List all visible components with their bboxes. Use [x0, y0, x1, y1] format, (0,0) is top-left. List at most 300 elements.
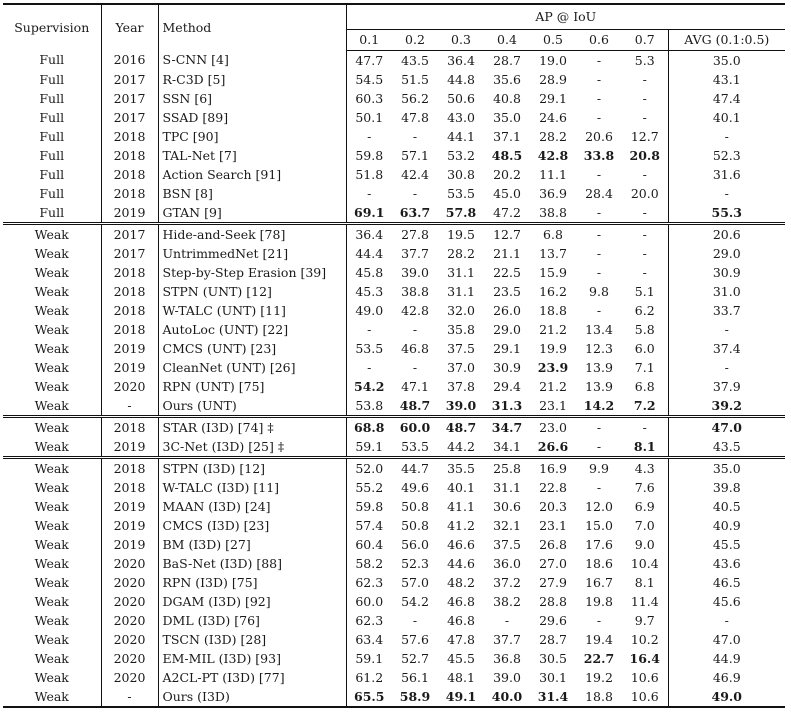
- cell-ap-iou-0-4: 37.1: [493, 128, 521, 144]
- cell-ap-iou-0-3: 50.6: [447, 90, 475, 106]
- table-row: [3, 554, 785, 573]
- cell-ap-iou-0-4: 40.8: [493, 90, 521, 106]
- best-value: 48.5: [491, 147, 523, 163]
- cell-avg: 33.7: [668, 301, 785, 320]
- cell-ap-iou-0-5: 6.8: [530, 224, 576, 245]
- cell-avg: 43.5: [668, 437, 785, 458]
- best-value: 58.9: [399, 688, 431, 704]
- cell-supervision: Weak: [34, 378, 69, 394]
- cell-method: 3C-Net (I3D) [25] ‡: [158, 437, 346, 458]
- cell-ap-iou-0-4: [484, 417, 530, 438]
- cell-supervision: Weak: [34, 688, 69, 704]
- cell-ap-iou-0-6: 9.8: [589, 283, 609, 299]
- cell-ap-iou-0-3: 30.8: [447, 166, 475, 182]
- cell-ap-iou-0-6: 19.2: [585, 669, 613, 685]
- cell-avg: 40.9: [668, 516, 785, 535]
- cell-ap-iou-0-4: 36.0: [493, 555, 521, 571]
- cell-ap-iou-0-4: 21.1: [493, 245, 521, 261]
- cell-ap-iou-0-4: 22.5: [493, 264, 521, 280]
- cell-ap-iou-0-4: 36.8: [493, 650, 521, 666]
- cell-method: TAL-Net [7]: [158, 146, 346, 165]
- cell-ap-iou-0-7: 6.2: [634, 302, 655, 318]
- cell-ap-iou-0-4: 28.7: [493, 52, 521, 68]
- table-row: [3, 282, 785, 301]
- cell-year: 2018: [101, 146, 158, 165]
- cell-ap-iou-0-7: [622, 437, 668, 458]
- cell-year: 2017: [101, 70, 158, 89]
- cell-ap-iou-0-2: 37.7: [401, 245, 429, 261]
- cell-avg: [668, 203, 785, 224]
- best-value: 60.0: [399, 419, 431, 435]
- cell-avg: 47.0: [668, 630, 785, 649]
- results-table: [3, 3, 785, 708]
- cell-year: 2019: [101, 516, 158, 535]
- cell-ap-iou-0-4: 23.5: [493, 283, 521, 299]
- cell-supervision: Weak: [34, 340, 69, 356]
- cell-avg: 46.9: [668, 668, 785, 687]
- cell-year: 2020: [101, 611, 158, 630]
- cell-ap-iou-0-4: 39.0: [493, 669, 521, 685]
- cell-avg: 44.9: [668, 649, 785, 668]
- cell-ap-iou-0-7: 5.3: [634, 52, 655, 68]
- cell-ap-iou-0-5: 22.8: [539, 479, 567, 495]
- cell-ap-iou-0-1: -: [346, 127, 392, 146]
- cell-year: 2017: [101, 89, 158, 108]
- cell-year: 2020: [101, 554, 158, 573]
- cell-ap-iou-0-1: -: [346, 320, 392, 339]
- cell-avg: -: [668, 184, 785, 203]
- cell-ap-iou-0-7: 8.1: [634, 574, 655, 590]
- cell-method: MAAN (I3D) [24]: [158, 497, 346, 516]
- table-body: [3, 51, 785, 708]
- cell-method: S-CNN [4]: [158, 51, 346, 71]
- header-iou-0-5: 0.5: [530, 30, 576, 51]
- cell-method: TPC [90]: [158, 127, 346, 146]
- cell-ap-iou-0-5: 18.8: [539, 302, 567, 318]
- cell-ap-iou-0-7: 7.1: [634, 359, 655, 375]
- cell-year: -: [101, 396, 158, 417]
- cell-ap-iou-0-5: 19.0: [539, 52, 567, 68]
- cell-ap-iou-0-1: 45.3: [346, 282, 392, 301]
- best-value: 23.9: [537, 359, 569, 375]
- cell-year: 2018: [101, 263, 158, 282]
- cell-year: 2019: [101, 203, 158, 224]
- cell-ap-iou-0-6: -: [596, 204, 602, 220]
- cell-method: A2CL-PT (I3D) [77]: [158, 668, 346, 687]
- cell-avg: 30.9: [668, 263, 785, 282]
- cell-ap-iou-0-6: 19.4: [585, 631, 613, 647]
- header-method: Method: [158, 4, 346, 51]
- cell-avg: 20.6: [668, 224, 785, 245]
- cell-ap-iou-0-7: -: [622, 417, 668, 438]
- cell-supervision: Weak: [34, 438, 69, 454]
- cell-ap-iou-0-4: 31.1: [493, 479, 521, 495]
- cell-ap-iou-0-3: 19.5: [438, 224, 484, 245]
- cell-supervision: Weak: [3, 458, 101, 479]
- cell-ap-iou-0-6: 12.3: [585, 340, 613, 356]
- header-iou-0-1: 0.1: [346, 30, 392, 51]
- cell-ap-iou-0-2: 46.8: [401, 340, 429, 356]
- cell-supervision: Weak: [34, 397, 69, 413]
- cell-ap-iou-0-6: -: [596, 479, 602, 495]
- cell-avg: 43.6: [668, 554, 785, 573]
- cell-ap-iou-0-4: 29.0: [493, 321, 521, 337]
- cell-method: STPN (I3D) [12]: [158, 458, 346, 479]
- cell-ap-iou-0-1: 63.4: [346, 630, 392, 649]
- header-iou-0-3: 0.3: [438, 30, 484, 51]
- cell-ap-iou-0-2: -: [412, 359, 418, 375]
- cell-method: AutoLoc (UNT) [22]: [158, 320, 346, 339]
- cell-method: SSAD [89]: [158, 108, 346, 127]
- cell-ap-iou-0-5: [530, 687, 576, 707]
- cell-method: Ours (I3D): [158, 687, 346, 707]
- cell-ap-iou-0-1: [346, 687, 392, 707]
- cell-avg: 31.0: [668, 282, 785, 301]
- cell-ap-iou-0-2: 53.5: [401, 438, 429, 454]
- cell-ap-iou-0-3: [438, 417, 484, 438]
- cell-ap-iou-0-2: 42.8: [401, 302, 429, 318]
- cell-ap-iou-0-5: 16.9: [530, 458, 576, 479]
- cell-ap-iou-0-2: 57.6: [401, 631, 429, 647]
- cell-ap-iou-0-3: 46.6: [447, 536, 475, 552]
- cell-supervision: Weak: [34, 536, 69, 552]
- cell-ap-iou-0-5: 28.8: [539, 593, 567, 609]
- cell-supervision: Weak: [34, 283, 69, 299]
- cell-ap-iou-0-6: 20.6: [585, 128, 613, 144]
- cell-ap-iou-0-7: 6.0: [634, 340, 655, 356]
- cell-avg: 43.1: [668, 70, 785, 89]
- cell-supervision: Weak: [34, 593, 69, 609]
- cell-method: Hide-and-Seek [78]: [158, 224, 346, 245]
- cell-ap-iou-0-7: 11.4: [630, 593, 659, 609]
- cell-method: Ours (UNT): [158, 396, 346, 417]
- cell-avg: 40.1: [668, 108, 785, 127]
- cell-supervision: Weak: [34, 302, 69, 318]
- cell-ap-iou-0-1: 52.0: [346, 458, 392, 479]
- cell-ap-iou-0-6: 18.8: [585, 688, 613, 704]
- cell-ap-iou-0-1: [346, 417, 392, 438]
- cell-ap-iou-0-1: 62.3: [346, 573, 392, 592]
- cell-ap-iou-0-4: 35.6: [493, 71, 521, 87]
- cell-year: 2020: [101, 630, 158, 649]
- cell-ap-iou-0-7: -: [642, 166, 647, 182]
- cell-ap-iou-0-2: 50.8: [401, 498, 429, 514]
- best-value: 39.0: [445, 397, 477, 413]
- header-iou-0-4: 0.4: [484, 30, 530, 51]
- best-value: 48.7: [399, 397, 431, 413]
- table-row: [3, 127, 785, 146]
- cell-year: 2016: [101, 51, 158, 71]
- cell-ap-iou-0-5: 24.6: [539, 109, 567, 125]
- cell-ap-iou-0-7: 10.6: [630, 669, 659, 685]
- cell-year: 2018: [101, 301, 158, 320]
- cell-ap-iou-0-3: 32.0: [447, 302, 475, 318]
- cell-ap-iou-0-3: 44.1: [447, 128, 475, 144]
- cell-ap-iou-0-7: [622, 146, 668, 165]
- cell-ap-iou-0-3: 47.8: [447, 631, 475, 647]
- best-value: 40.0: [491, 688, 523, 704]
- cell-ap-iou-0-6: [576, 146, 622, 165]
- cell-ap-iou-0-6: 28.4: [585, 185, 613, 201]
- cell-year: -: [101, 687, 158, 707]
- cell-avg: [668, 417, 785, 438]
- cell-ap-iou-0-2: -: [412, 612, 418, 628]
- table-row: [3, 146, 785, 165]
- table-row: [3, 687, 785, 707]
- cell-ap-iou-0-5: 28.9: [539, 71, 567, 87]
- cell-ap-iou-0-6: 16.7: [585, 574, 613, 590]
- cell-ap-iou-0-3: 48.1: [447, 669, 475, 685]
- cell-supervision: Weak: [34, 631, 69, 647]
- table-row: [3, 516, 785, 535]
- cell-ap-iou-0-2: 47.8: [401, 109, 429, 125]
- cell-ap-iou-0-3: 45.5: [447, 650, 475, 666]
- cell-supervision: Full: [39, 71, 65, 87]
- best-value: 7.2: [633, 397, 656, 413]
- cell-ap-iou-0-5: 23.0: [530, 417, 576, 438]
- cell-method: EM-MIL (I3D) [93]: [158, 649, 346, 668]
- cell-ap-iou-0-2: 50.8: [401, 517, 429, 533]
- best-value: 42.8: [537, 147, 569, 163]
- cell-ap-iou-0-6: -: [576, 224, 622, 245]
- table-row: [3, 70, 785, 89]
- cell-ap-iou-0-3: 40.1: [447, 479, 475, 495]
- table-row: [3, 89, 785, 108]
- cell-supervision: Weak: [34, 245, 69, 261]
- cell-ap-iou-0-4: 30.9: [493, 359, 521, 375]
- cell-method: CMCS (I3D) [23]: [158, 516, 346, 535]
- cell-ap-iou-0-6: -: [596, 438, 602, 454]
- cell-method: DGAM (I3D) [92]: [158, 592, 346, 611]
- cell-ap-iou-0-2: 42.4: [401, 166, 429, 182]
- cell-ap-iou-0-1: 61.2: [346, 668, 392, 687]
- cell-ap-iou-0-1: 60.3: [346, 89, 392, 108]
- cell-ap-iou-0-6: 18.6: [585, 555, 613, 571]
- cell-supervision: Weak: [34, 669, 69, 685]
- table-row: [3, 611, 785, 630]
- cell-ap-iou-0-7: 4.3: [622, 458, 668, 479]
- table-row: [3, 437, 785, 458]
- cell-ap-iou-0-2: [392, 203, 438, 224]
- cell-ap-iou-0-6: -: [596, 166, 602, 182]
- cell-ap-iou-0-7: 9.0: [634, 536, 655, 552]
- table-row: [3, 396, 785, 417]
- cell-ap-iou-0-3: 31.1: [447, 264, 475, 280]
- best-value: 54.2: [354, 378, 385, 394]
- cell-supervision: Full: [39, 166, 65, 182]
- cell-ap-iou-0-3: 37.8: [447, 378, 475, 394]
- header-supervision: Supervision: [14, 19, 90, 35]
- cell-avg: -: [668, 358, 785, 377]
- cell-ap-iou-0-5: 21.2: [539, 378, 567, 394]
- cell-avg: 40.5: [668, 497, 785, 516]
- cell-ap-iou-0-1: 57.4: [346, 516, 392, 535]
- cell-ap-iou-0-7: 7.6: [634, 479, 655, 495]
- cell-year: 2020: [101, 377, 158, 396]
- cell-ap-iou-0-4: -: [504, 612, 510, 628]
- table-row: [3, 458, 785, 479]
- cell-ap-iou-0-6: -: [596, 264, 602, 280]
- cell-ap-iou-0-5: 29.6: [539, 612, 567, 628]
- cell-ap-iou-0-2: 56.0: [401, 536, 429, 552]
- cell-ap-iou-0-3: 35.8: [447, 321, 475, 337]
- best-value: 39.2: [711, 397, 742, 413]
- cell-ap-iou-0-6: -: [596, 90, 602, 106]
- cell-ap-iou-0-6: -: [596, 612, 602, 628]
- cell-ap-iou-0-3: 35.5: [438, 458, 484, 479]
- cell-ap-iou-0-2: -: [412, 185, 418, 201]
- cell-ap-iou-0-7: -: [622, 224, 668, 245]
- cell-avg: 31.6: [668, 165, 785, 184]
- cell-ap-iou-0-4: 30.6: [493, 498, 521, 514]
- cell-ap-iou-0-7: [622, 396, 668, 417]
- cell-ap-iou-0-2: -: [412, 321, 418, 337]
- cell-avg: -: [668, 611, 785, 630]
- cell-supervision: Full: [39, 109, 65, 125]
- cell-ap-iou-0-7: 10.6: [630, 688, 659, 704]
- table-row: [3, 320, 785, 339]
- cell-ap-iou-0-3: 46.8: [447, 593, 475, 609]
- cell-ap-iou-0-3: 43.0: [447, 109, 475, 125]
- cell-ap-iou-0-1: [346, 203, 392, 224]
- best-value: 31.3: [491, 397, 523, 413]
- cell-avg: 35.0: [668, 51, 785, 71]
- best-value: 34.7: [491, 419, 523, 435]
- cell-ap-iou-0-1: 50.1: [346, 108, 392, 127]
- cell-supervision: Weak: [34, 517, 69, 533]
- cell-ap-iou-0-2: 52.3: [401, 555, 429, 571]
- cell-ap-iou-0-4: 35.0: [493, 109, 521, 125]
- cell-ap-iou-0-5: [530, 146, 576, 165]
- cell-method: GTAN [9]: [158, 203, 346, 224]
- cell-ap-iou-0-6: 13.9: [585, 378, 613, 394]
- table-row: [3, 377, 785, 396]
- cell-year: 2018: [101, 320, 158, 339]
- table-row: [3, 417, 785, 438]
- cell-ap-iou-0-3: 31.1: [447, 283, 475, 299]
- cell-ap-iou-0-1: 59.8: [346, 497, 392, 516]
- table-row: [3, 478, 785, 497]
- cell-year: 2020: [101, 668, 158, 687]
- cell-supervision: Weak: [34, 321, 69, 337]
- cell-ap-iou-0-5: 28.7: [539, 631, 567, 647]
- cell-ap-iou-0-4: 47.2: [493, 204, 521, 220]
- best-value: 26.6: [537, 438, 569, 454]
- cell-ap-iou-0-6: -: [596, 109, 602, 125]
- cell-avg: 45.6: [668, 592, 785, 611]
- table-row: [3, 165, 785, 184]
- cell-supervision: Weak: [34, 498, 69, 514]
- cell-ap-iou-0-7: -: [642, 71, 647, 87]
- cell-ap-iou-0-6: 15.0: [585, 517, 613, 533]
- best-value: 14.2: [583, 397, 615, 413]
- cell-supervision: Full: [39, 128, 65, 144]
- cell-ap-iou-0-1: 36.4: [346, 224, 392, 245]
- cell-ap-iou-0-4: 20.2: [493, 166, 521, 182]
- cell-ap-iou-0-7: 7.0: [634, 517, 655, 533]
- cell-ap-iou-0-3: 44.2: [447, 438, 475, 454]
- cell-ap-iou-0-7: 6.9: [634, 498, 655, 514]
- cell-supervision: Weak: [34, 555, 69, 571]
- cell-year: 2017: [101, 244, 158, 263]
- cell-ap-iou-0-2: 39.0: [401, 264, 429, 280]
- table-row: [3, 51, 785, 71]
- cell-year: 2018: [101, 127, 158, 146]
- cell-ap-iou-0-1: 53.8: [346, 396, 392, 417]
- cell-method: W-TALC (I3D) [11]: [158, 478, 346, 497]
- cell-avg: 52.3: [668, 146, 785, 165]
- best-value: 8.1: [633, 438, 656, 454]
- cell-year: 2019: [101, 358, 158, 377]
- cell-supervision: Full: [39, 204, 65, 220]
- cell-ap-iou-0-5: 16.2: [539, 283, 567, 299]
- cell-ap-iou-0-2: [392, 417, 438, 438]
- best-value: 57.8: [445, 204, 477, 220]
- cell-ap-iou-0-6: -: [576, 417, 622, 438]
- best-value: 16.4: [629, 650, 660, 666]
- cell-ap-iou-0-7: -: [642, 245, 647, 261]
- table-row: [3, 535, 785, 554]
- cell-ap-iou-0-3: 46.8: [447, 612, 475, 628]
- cell-ap-iou-0-4: 29.1: [493, 340, 521, 356]
- header-ap-at-iou: AP @ IoU: [346, 4, 785, 30]
- cell-ap-iou-0-1: 44.4: [346, 244, 392, 263]
- cell-ap-iou-0-5: [530, 437, 576, 458]
- cell-ap-iou-0-2: 38.8: [401, 283, 429, 299]
- cell-ap-iou-0-7: -: [642, 90, 647, 106]
- cell-ap-iou-0-1: 49.0: [346, 301, 392, 320]
- cell-ap-iou-0-6: -: [596, 52, 602, 68]
- cell-ap-iou-0-5: 36.9: [539, 185, 567, 201]
- best-value: 49.1: [445, 688, 477, 704]
- cell-method: W-TALC (UNT) [11]: [158, 301, 346, 320]
- cell-ap-iou-0-1: 51.8: [346, 165, 392, 184]
- table-row: [3, 497, 785, 516]
- cell-ap-iou-0-2: 27.8: [392, 224, 438, 245]
- cell-ap-iou-0-2: [392, 396, 438, 417]
- cell-avg: 39.8: [668, 478, 785, 497]
- cell-supervision: Weak: [3, 417, 101, 438]
- cell-ap-iou-0-7: 20.0: [630, 185, 659, 201]
- cell-ap-iou-0-1: [346, 377, 392, 396]
- cell-ap-iou-0-6: [576, 396, 622, 417]
- table-row: [3, 573, 785, 592]
- cell-ap-iou-0-7: -: [642, 109, 647, 125]
- cell-ap-iou-0-7: 12.7: [630, 128, 659, 144]
- cell-ap-iou-0-5: 27.9: [539, 574, 567, 590]
- cell-ap-iou-0-5: 15.9: [539, 264, 567, 280]
- cell-ap-iou-0-6: 12.0: [585, 498, 613, 514]
- header-avg: AVG (0.1:0.5): [668, 30, 785, 51]
- cell-ap-iou-0-3: 28.2: [447, 245, 475, 261]
- cell-ap-iou-0-3: [438, 203, 484, 224]
- cell-method: BSN [8]: [158, 184, 346, 203]
- cell-ap-iou-0-4: 12.7: [484, 224, 530, 245]
- header-iou-0-7: 0.7: [622, 30, 668, 51]
- best-value: 47.0: [711, 419, 742, 435]
- cell-ap-iou-0-1: 60.4: [346, 535, 392, 554]
- cell-method: SSN [6]: [158, 89, 346, 108]
- cell-ap-iou-0-6: -: [596, 71, 602, 87]
- cell-supervision: Weak: [34, 574, 69, 590]
- cell-year: 2018: [101, 417, 158, 438]
- cell-ap-iou-0-2: 56.2: [401, 90, 429, 106]
- cell-year: 2017: [101, 224, 158, 245]
- cell-ap-iou-0-4: 26.0: [493, 302, 521, 318]
- cell-ap-iou-0-2: 49.6: [401, 479, 429, 495]
- cell-method: BaS-Net (I3D) [88]: [158, 554, 346, 573]
- cell-ap-iou-0-3: 41.1: [447, 498, 475, 514]
